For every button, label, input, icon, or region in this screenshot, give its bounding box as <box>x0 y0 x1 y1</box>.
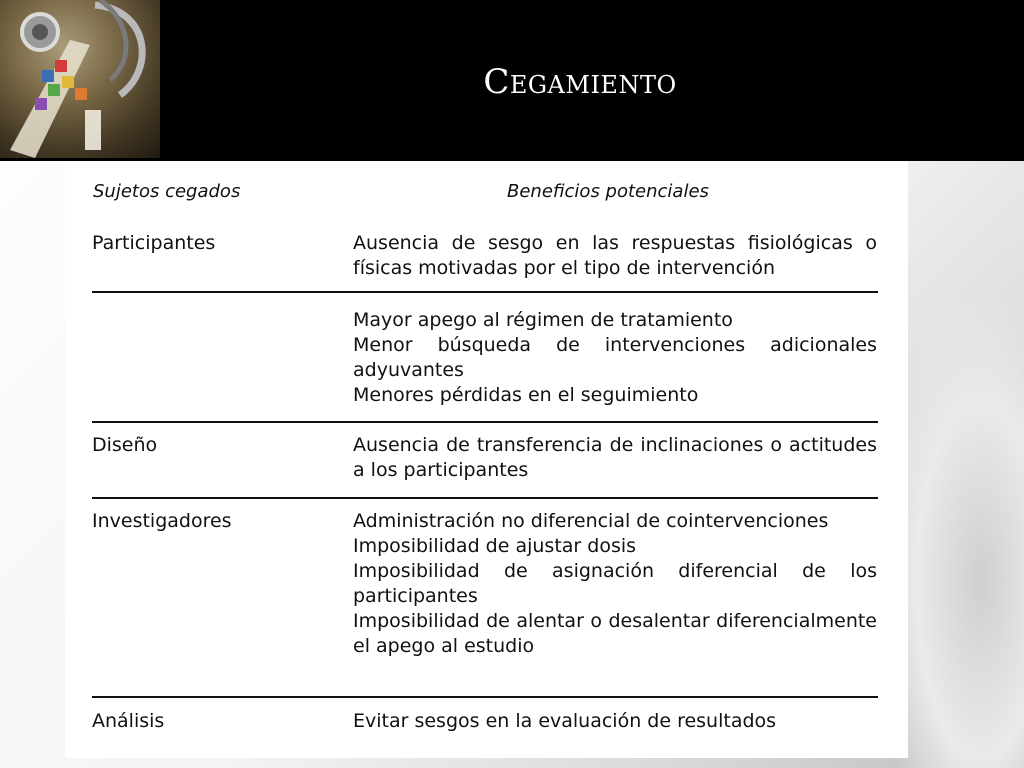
row-benefits <box>353 308 877 408</box>
column-header-benefits: Beneficios potenciales <box>507 181 709 202</box>
benefit-item: Menor búsqueda de intervenciones adicionales adyuvantes <box>353 334 877 381</box>
benefit-item: Ausencia de sesgo en las respuestas fisiológicas o físicas motivadas por el tipo de intervención <box>353 232 877 279</box>
benefit-item: Menores pérdidas en el seguimiento <box>353 384 699 406</box>
slide-header <box>0 0 1024 161</box>
row-benefits <box>353 709 877 734</box>
row-benefits <box>353 433 877 483</box>
row-divider <box>92 497 878 499</box>
row-divider <box>92 421 878 423</box>
row-label: Investigadores <box>92 510 232 532</box>
row-label: Diseño <box>92 434 158 456</box>
benefit-item: Imposibilidad de asignación diferencial de los participantes <box>353 560 877 607</box>
header-stethoscope-image <box>0 0 160 158</box>
benefit-item: Imposibilidad de ajustar dosis <box>353 535 637 557</box>
row-label: Análisis <box>92 710 165 732</box>
row-benefits <box>353 231 877 281</box>
column-header-subjects: Sujetos cegados <box>93 181 241 202</box>
benefit-item: Ausencia de transferencia de inclinaciones o actitudes a los participantes <box>353 434 877 481</box>
benefit-item: Mayor apego al régimen de tratamiento <box>353 309 733 331</box>
stethoscope-icon <box>0 0 160 158</box>
row-benefits <box>353 509 877 659</box>
benefit-item: Administración no diferencial de cointervenciones <box>353 510 829 532</box>
slide-title: Cegamiento <box>483 62 677 102</box>
blinding-table <box>65 161 908 758</box>
row-label: Participantes <box>92 232 216 254</box>
benefit-item: Evitar sesgos en la evaluación de resultados <box>353 710 777 732</box>
benefit-item: Imposibilidad de alentar o desalentar diferencialmente el apego al estudio <box>353 610 877 657</box>
row-divider <box>92 291 878 293</box>
row-divider <box>92 696 878 698</box>
